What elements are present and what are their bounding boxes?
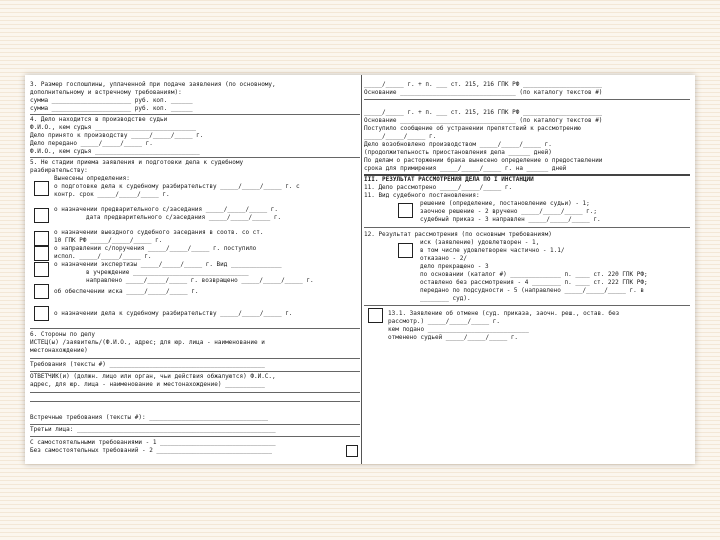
s3-line-1: 3. Размер госпошлины, уплаченной при подаче заявления (по основному, (30, 81, 276, 88)
r-s3-line-5: заочное решение - 2 вручено _____/_____/_____ г.; (420, 208, 598, 215)
checkbox-third-party-type[interactable] (346, 445, 358, 457)
r-top-5: Поступило сообщение об устранении препятствий к рассмотрению (364, 125, 581, 132)
rule-s4 (30, 157, 360, 158)
r-s12-line-7: оставлено без рассмотрения - 4 ________ п. ____ ст. 222 ГПК РФ; (420, 279, 648, 286)
checkbox-cancellation[interactable] (368, 308, 383, 323)
rule-defendant-2 (30, 401, 360, 402)
r-top-8: (продолжительность приостановления дела ______ дней) (364, 149, 552, 156)
checkbox-trial-appointment[interactable] (34, 306, 49, 321)
s5-item-6: испол. _____/_____/_____ г. (54, 253, 152, 260)
r-s3-line-4: решение (определение, постановление судьи) - 1; (420, 200, 590, 207)
s5-item-10: об обеспечении иска _____/_____/_____ г. (54, 288, 199, 295)
rule-claims (30, 371, 360, 372)
r-top-4: Основание ________________________________ (по каталогу текстов #) (364, 117, 603, 124)
r-s13-line-3: кем подано ____________________________ (388, 326, 529, 333)
s6-line-3: местонахождение) (30, 347, 88, 354)
s5-line-4: о подготовке дела к судебному разбирательству _____/_____/_____ г. с (54, 183, 300, 190)
r-s12-line-9: ________ суд). (420, 295, 471, 302)
r-top-2: Основание ________________________________ (по каталогу текстов #) (364, 89, 603, 96)
column-divider (361, 75, 362, 464)
s5-item-9: направлено _____/_____/_____ г. возвращено _____/_____/_____ г. (86, 277, 314, 284)
r-s12-line-6: по основании (каталог #) ______________ п. ____ ст. 220 ГПК РФ; (420, 271, 648, 278)
s6-line-7: Встречные требования (тексты #): _________________________________ (30, 414, 269, 421)
s3-line-3: сумма ______________________ руб. коп. ______ (30, 97, 193, 104)
r-s13-line-1: 13.1. Заявление об отмене (суд. приказа, заочн. реш., остав. без (388, 310, 620, 317)
rule-counterclaims (30, 424, 360, 425)
s3-line-2: дополнительному и встречному требованиям): (30, 89, 182, 96)
r-top-1: _____/_____ г. + п. ___ ст. 215, 216 ГПК РФ ______________________ (364, 81, 603, 88)
r-top-7: Дело возобновлено производством _____/_____/_____ г. (364, 141, 552, 148)
s6-line-1: 6. Стороны по делу (30, 331, 96, 338)
r-s3-line-2: 11. Дело рассмотрено _____/_____/_____ г. (364, 184, 513, 191)
r-s13-line-4: отменено судьей _____/_____/_____ г. (388, 334, 519, 341)
s5-item-11: о назначении дела к судебному разбирательству _____/_____/_____ г. (54, 310, 293, 317)
r-s12-line-8: передано по подсудности - 5 (направлено _____/_____/_____ г. в (420, 287, 644, 294)
s4-line-4: Дело передано _____/_____/_____ г. (30, 140, 153, 147)
s6-line-4: Требования (тексты #) ___________________________________________ (30, 361, 265, 368)
s5-item-3: о назначении выездного судебного заседания в соотв. со ст. (54, 229, 264, 236)
rule-plaintiff (30, 358, 360, 359)
checkbox-claim-security[interactable] (34, 284, 49, 299)
r-s12-line-5: дело прекращено - 3 (420, 263, 489, 270)
s6-line-2: ИСТЕЦ(ы) /заявитель/(Ф.И.О., адрес; для юр. лица - наименование и (30, 339, 265, 346)
s5-line-2: разбирательству: (30, 167, 88, 174)
checkbox-court-order[interactable] (34, 246, 49, 261)
r-s12-line-3: в том числе удовлетворен частично - 1.1/ (420, 247, 565, 254)
r-s3-line-3: 11. Вид судебного постановления: (364, 192, 480, 199)
checkbox-decision-type[interactable] (398, 203, 413, 218)
s5-line-3: Вынесены определения: (54, 175, 130, 182)
s6-line-9: С самостоятельными требованиями - 1 ________________________________ (30, 439, 276, 446)
rule-r-1 (364, 99, 690, 100)
court-registration-card (25, 75, 695, 464)
right-column (364, 81, 690, 457)
s4-line-5: Ф.И.О., кем судья _____________________________ (30, 148, 200, 155)
s6-line-5: ОТВЕТЧИК(и) (должн. лицо или орган, чьи действия обжалуются) Ф.И.С., (30, 373, 276, 380)
left-column (30, 81, 360, 457)
r-s12-line-1: 12. Результат рассмотрения (по основным требованиям) (364, 231, 552, 238)
s6-line-8: Третьи лица: _______________________________________________________ (30, 426, 276, 433)
s5-item-1: о назначении предварительного с/заседания _____/_____/_____ г. (54, 206, 278, 213)
rule-s3 (30, 114, 360, 115)
s4-line-1: 4. Дело находится в производстве судьи (30, 116, 168, 123)
rule-s5 (30, 328, 360, 329)
s6-line-10: Без самостоятельных требований - 2 ________________________________ (30, 447, 273, 454)
section-3-title: III. РЕЗУЛЬТАТ РАССМОТРЕНИЯ ДЕЛА ПО I ИНСТАНЦИИ (364, 176, 534, 183)
s4-line-2: Ф.И.О., кем судья ____________________________ (30, 124, 197, 131)
r-s12-line-2: иск (заявление) удовлетворен - 1, (420, 239, 540, 246)
rule-r-s12 (364, 305, 690, 306)
r-s12-line-4: отказано - 2/ (420, 255, 467, 262)
rule-r-s3 (364, 227, 690, 228)
rule-third-parties (30, 436, 360, 437)
s5-line-5: контр. срок _____/_____/_____ г. (54, 191, 170, 198)
rule-defendant-1 (30, 392, 360, 393)
r-s3-line-6: судебный приказ - 3 направлен _____/_____/_____ г. (420, 216, 601, 223)
s5-item-5: о направлении с/поручения _____/_____/_____ г. поступило (54, 245, 257, 252)
s5-item-8: в учреждение ________________________________ (86, 269, 249, 276)
r-top-3: _____/_____ г. + п. ___ ст. 215, 216 ГПК РФ ______________________ (364, 109, 603, 116)
s5-line-1: 5. Не стадии приема заявления и подготовки дела к судебному (30, 159, 244, 166)
r-top-9: По делам о расторжении брака вынесено определение о предоставлении (364, 157, 603, 164)
checkbox-preliminary-session[interactable] (34, 208, 49, 223)
s3-line-4: сумма ______________________ руб. коп. ______ (30, 105, 193, 112)
s6-line-6: адрес, для юр. лица - наименование и местонахождение) ___________ (30, 381, 265, 388)
checkbox-expertise[interactable] (34, 262, 49, 277)
checkbox-preparation[interactable] (34, 181, 49, 196)
s5-item-4: 10 ГПК РФ _____/_____/_____ г. (54, 237, 163, 244)
r-top-6: _____/_____/_____ г. (364, 133, 437, 140)
r-top-10: срока для примирения _____/_____/_____ г. на ______ дней (364, 165, 567, 172)
checkbox-offsite-session[interactable] (34, 231, 49, 246)
s5-item-2: дата предварительного с/заседания _____/_____/_____ г. (86, 214, 282, 221)
checkbox-result[interactable] (398, 243, 413, 258)
r-s13-line-2: рассмотр.) _____/_____/_____ г. (388, 318, 500, 325)
s4-line-3: Дело принято к производству _____/_____/_____ г. (30, 132, 204, 139)
s5-item-7: о назначении экспертизы _____/_____/_____ г. Вид ______________ (54, 261, 282, 268)
